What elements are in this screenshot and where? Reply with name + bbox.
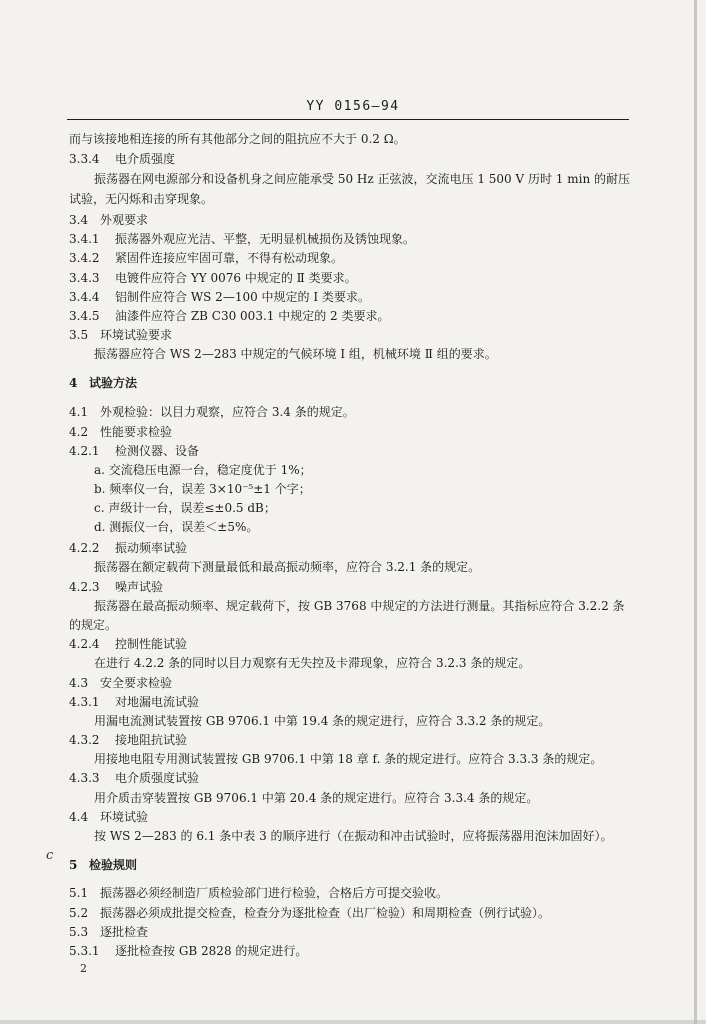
clause-number: 4.4 bbox=[69, 810, 89, 824]
clause-number: 4.2.2 bbox=[69, 541, 100, 555]
line-text: 逐批检查按 GB 2828 的规定进行。 bbox=[115, 944, 308, 958]
line-text: 对地漏电流试验 bbox=[115, 695, 200, 709]
line-text: 电介质强度 bbox=[115, 152, 176, 166]
clause-number: 4.3.3 bbox=[69, 771, 100, 785]
line-text: 安全要求检验 bbox=[100, 676, 173, 690]
clause-number: 4.3 bbox=[69, 676, 89, 690]
line-text: 振荡器必须经制造厂质检验部门进行检验，合格后方可提交验收。 bbox=[100, 886, 449, 900]
clause-number: 3.4.1 bbox=[69, 232, 100, 246]
line-text: 油漆件应符合 ZB C30 003.1 中规定的 2 类要求。 bbox=[115, 309, 390, 323]
clause-number: 4.1 bbox=[69, 405, 89, 419]
section-number: 4 bbox=[69, 376, 78, 390]
line-text: 的规定。 bbox=[69, 618, 118, 632]
clause-number: 4.2 bbox=[69, 425, 89, 439]
line-text: 接地阻抗试验 bbox=[115, 733, 188, 747]
line-text: 电介质强度试验 bbox=[115, 771, 200, 785]
line-text: 用漏电流测试装置按 GB 9706.1 中第 19.4 条的规定进行，应符合 3.3.2 条的规定。 bbox=[94, 714, 551, 728]
line-text: 在进行 4.2.2 条的同时以目力观察有无失控及卡滞现象，应符合 3.2.3 条的规定。 bbox=[94, 656, 531, 670]
clause-number: 5.3 bbox=[69, 925, 89, 939]
list-item-text: c. 声级计一台，误差≤±0.5 dB； bbox=[94, 501, 276, 515]
clause-number: 3.4.2 bbox=[69, 251, 100, 265]
clause-number: 4.3.2 bbox=[69, 733, 100, 747]
clause-number: 5.2 bbox=[69, 906, 89, 920]
section-number: 5 bbox=[69, 858, 78, 872]
line-text: 性能要求检验 bbox=[100, 425, 173, 439]
list-item-text: d. 测振仪一台，误差＜±5%。 bbox=[94, 520, 259, 534]
clause-number: 3.4.4 bbox=[69, 290, 100, 304]
scan-edge-right bbox=[694, 0, 697, 1024]
clause-number: 3.4 bbox=[69, 213, 89, 227]
clause-number: 3.5 bbox=[69, 328, 89, 342]
line-text: 环境试验要求 bbox=[100, 328, 173, 342]
clause-number: 5.1 bbox=[69, 886, 89, 900]
line-text: 紧固件连接应牢固可靠，不得有松动现象。 bbox=[115, 251, 344, 265]
clause-number: 4.2.4 bbox=[69, 637, 100, 651]
list-item-text: a. 交流稳压电源一台，稳定度优于 1%； bbox=[94, 463, 312, 477]
line-text: 逐批检查 bbox=[100, 925, 149, 939]
line-text: 振荡器外观应光洁、平整，无明显机械损伤及锈蚀现象。 bbox=[115, 232, 416, 246]
line-text: 按 WS 2—283 的 6.1 条中表 3 的顺序进行（在振动和冲击试验时，应将振荡器用泡沫加固好）。 bbox=[94, 829, 613, 843]
line-text: 用接地电阻专用测试装置按 GB 9706.1 中第 18 章 f. 条的规定进行。应符合 3.3.3 条的规定。 bbox=[94, 752, 603, 766]
line-text: 振荡器在网电源部分和设备机身之间应能承受 50 Hz 正弦波，交流电压 1 500 V 历时 1 min 的耐压 bbox=[94, 172, 630, 186]
line-text: 环境试验 bbox=[100, 810, 149, 824]
clause-number: 4.2.1 bbox=[69, 444, 100, 458]
line-text: 控制性能试验 bbox=[115, 637, 188, 651]
header-rule bbox=[67, 119, 629, 120]
line-text: 振荡器应符合 WS 2—283 中规定的气候环境 Ⅰ 组，机械环境 Ⅱ 组的要求。 bbox=[94, 347, 497, 361]
line-text: 噪声试验 bbox=[115, 580, 164, 594]
clause-number: 3.3.4 bbox=[69, 152, 100, 166]
scan-edge-bottom bbox=[0, 1020, 706, 1024]
clause-number: 4.2.3 bbox=[69, 580, 100, 594]
line-text: 试验，无闪烁和击穿现象。 bbox=[69, 192, 214, 206]
line-text: 铝制件应符合 WS 2—100 中规定的 Ⅰ 类要求。 bbox=[115, 290, 370, 304]
page-number: 2 bbox=[80, 962, 87, 975]
line-text: 用介质击穿装置按 GB 9706.1 中第 20.4 条的规定进行。应符合 3.3.4 条的规定。 bbox=[94, 791, 539, 805]
line-text: 外观要求 bbox=[100, 213, 149, 227]
margin-mark: c bbox=[46, 848, 54, 863]
line-text: 电镀件应符合 YY 0076 中规定的 Ⅱ 类要求。 bbox=[115, 271, 357, 285]
line-text: 外观检验：以目力观察，应符合 3.4 条的规定。 bbox=[100, 405, 355, 419]
line-text: 振荡器必须成批提交检查，检查分为逐批检查（出厂检验）和周期检查（例行试验）。 bbox=[100, 906, 551, 920]
section-title: 试验方法 bbox=[89, 376, 138, 390]
clause-number: 5.3.1 bbox=[69, 944, 100, 958]
line-text: 而与该接地相连接的所有其他部分之间的阻抗应不大于 0.2 Ω。 bbox=[69, 132, 406, 146]
line-text: 振荡器在额定载荷下测量最低和最高振动频率，应符合 3.2.1 条的规定。 bbox=[94, 560, 481, 574]
line-text: 检测仪器、设备 bbox=[115, 444, 200, 458]
line-text: 振动频率试验 bbox=[115, 541, 188, 555]
clause-number: 4.3.1 bbox=[69, 695, 100, 709]
page-header-code: YY 0156—94 bbox=[306, 99, 400, 114]
list-item-text: b. 频率仪一台，误差 3×10⁻⁵±1 个字； bbox=[94, 482, 311, 496]
section-title: 检验规则 bbox=[89, 858, 138, 872]
clause-number: 3.4.5 bbox=[69, 309, 100, 323]
line-text: 振荡器在最高振动频率、规定载荷下，按 GB 3768 中规定的方法进行测量。其指标应符合 3.2.2 条 bbox=[94, 599, 625, 613]
clause-number: 3.4.3 bbox=[69, 271, 100, 285]
